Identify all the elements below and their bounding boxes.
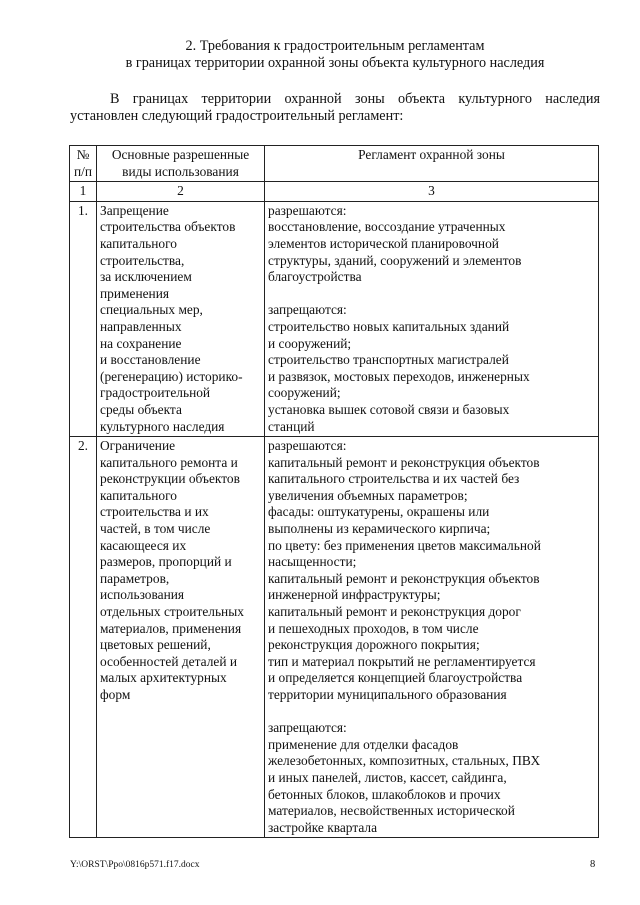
column-number-2: 2	[97, 182, 265, 202]
text-line: частей, в том числе	[100, 521, 211, 537]
text-line: применение для отделки фасадов	[268, 736, 459, 752]
text-line: реконструкция дорожного покрытия;	[268, 637, 480, 653]
text-line: и иных панелей, листов, кассет, сайдинга,	[268, 769, 507, 785]
text-line: и восстановление	[100, 352, 201, 368]
section-heading-line-1: 2. Требования к градостроительным регламентам	[185, 38, 485, 54]
text-line: тип и материал покрытий не регламентируется	[268, 653, 536, 669]
row-number: 2.	[70, 437, 97, 838]
text-line: культурного наследия	[100, 418, 225, 434]
text-line: цветовых решений,	[100, 637, 211, 653]
text-line: касающееся их	[100, 537, 187, 553]
regulation-table	[69, 145, 599, 838]
text-line: восстановление, воссоздание утраченных	[268, 219, 506, 235]
allowed-block	[268, 203, 595, 286]
text-line: капитального ремонта и	[100, 454, 238, 470]
text-line: и сооружений;	[268, 335, 352, 351]
footer-file-path: Y:\ORST\Ppo\0816p571.f17.docx	[70, 860, 200, 870]
text-line: по цвету: без применения цветов максимальной	[268, 537, 541, 553]
text-line: установка вышек сотовой связи и базовых	[268, 401, 510, 417]
section-heading	[70, 38, 600, 72]
text-line: специальных мер,	[100, 302, 203, 318]
text-line: капитального	[100, 235, 177, 251]
text-line: станций	[268, 418, 315, 434]
text-line: форм	[100, 687, 131, 702]
text-line: размеров, пропорций и	[100, 554, 232, 570]
text-line: строительства,	[100, 252, 185, 268]
text-line: на сохранение	[100, 335, 182, 351]
text-line: и развязок, мостовых переходов, инженерных	[268, 368, 530, 384]
text-line: капитальный ремонт и реконструкция объектов	[268, 570, 540, 586]
regulation-cell	[265, 201, 599, 436]
text-line: застройке квартала	[268, 819, 378, 835]
text-line: бетонных блоков, шлакоблоков и прочих	[268, 786, 501, 802]
table-row	[70, 201, 599, 436]
text-line: параметров,	[100, 570, 170, 586]
text-line: за исключением	[100, 269, 192, 285]
text-line: среды объекта	[100, 401, 182, 417]
text-line: запрещаются:	[268, 302, 347, 318]
text-line: структуры, зданий, сооружений и элементов	[268, 252, 522, 268]
text-line: разрешаются:	[268, 202, 347, 218]
header-number-line-2: п/п	[73, 163, 93, 179]
text-line: особенностей деталей и	[100, 653, 237, 669]
text-line: фасады: оштукатурены, окрашены или	[268, 504, 490, 520]
text-line: благоустройства	[268, 269, 362, 285]
text-line: инженерной инфраструктуры;	[268, 587, 441, 603]
page-number: 8	[590, 859, 596, 870]
text-line: и пешеходных проходов, в том числе	[268, 620, 479, 636]
text-line: малых архитектурных	[100, 670, 227, 686]
header-regulation	[265, 146, 599, 182]
allowed-block	[268, 438, 595, 704]
text-line: строительства объектов	[100, 219, 236, 235]
text-line: (регенерацию) историко-	[100, 368, 243, 384]
text-line: строительства и их	[100, 504, 209, 520]
text-line: направленных	[100, 318, 182, 334]
text-line: насыщенности;	[268, 554, 357, 570]
text-line: использования	[100, 587, 185, 603]
text-line: капитальный ремонт и реконструкция объектов	[268, 454, 540, 470]
text-line: разрешаются:	[268, 438, 347, 454]
intro-line-2: установлен следующий градостроительный регламент:	[70, 108, 404, 124]
forbidden-block	[268, 302, 595, 435]
text-line: сооружений;	[268, 385, 341, 401]
header-number	[70, 146, 97, 182]
text-line: Ограничение	[100, 438, 176, 454]
text-line: материалов, применения	[100, 620, 242, 636]
table-row	[70, 437, 599, 838]
text-line: реконструкции объектов	[100, 471, 240, 487]
text-line: увеличения объемных параметров;	[268, 487, 468, 503]
text-line: отдельных строительных	[100, 604, 244, 620]
text-line: Запрещение	[100, 202, 169, 218]
regulation-cell	[265, 437, 599, 838]
text-line: применения	[100, 285, 170, 301]
text-line: территории муниципального образования	[268, 687, 507, 702]
row-number: 1.	[70, 201, 97, 436]
text-line: капитальный ремонт и реконструкция дорог	[268, 604, 521, 620]
header-uses-line-1: Основные разрешенные	[111, 147, 250, 162]
text-line: железобетонных, композитных, стальных, ПВХ	[268, 753, 541, 769]
intro-paragraph	[70, 91, 600, 125]
text-line: материалов, несвойственных исторической	[268, 803, 515, 819]
column-number-1: 1	[70, 182, 97, 202]
column-number-3: 3	[265, 182, 599, 202]
uses-cell	[97, 437, 265, 838]
text-line: строительство новых капитальных зданий	[268, 318, 510, 334]
forbidden-block	[268, 720, 595, 836]
text-line: и определяется концепцией благоустройства	[268, 670, 523, 686]
text-line: запрещаются:	[268, 720, 347, 736]
text-line: выполнены из керамического кирпича;	[268, 521, 491, 537]
text-line: капитального	[100, 487, 177, 503]
header-regulation-text: Регламент охранной зоны	[358, 147, 505, 162]
intro-line-1: В границах территории охранной зоны объекта культурного наследия	[110, 91, 600, 107]
text-line: строительство транспортных магистралей	[268, 352, 509, 368]
section-heading-line-2: в границах территории охранной зоны объекта культурного наследия	[125, 55, 545, 71]
header-uses	[97, 146, 265, 182]
header-uses-line-2: виды использования	[122, 163, 239, 179]
table-header-row	[70, 146, 599, 182]
header-number-line-1: №	[76, 147, 90, 162]
text-line: градостроительной	[100, 385, 211, 401]
column-number-row	[70, 182, 599, 202]
text-line: элементов исторической планировочной	[268, 235, 499, 251]
uses-cell	[97, 201, 265, 436]
text-line: капитального строительства и их частей без	[268, 471, 520, 487]
